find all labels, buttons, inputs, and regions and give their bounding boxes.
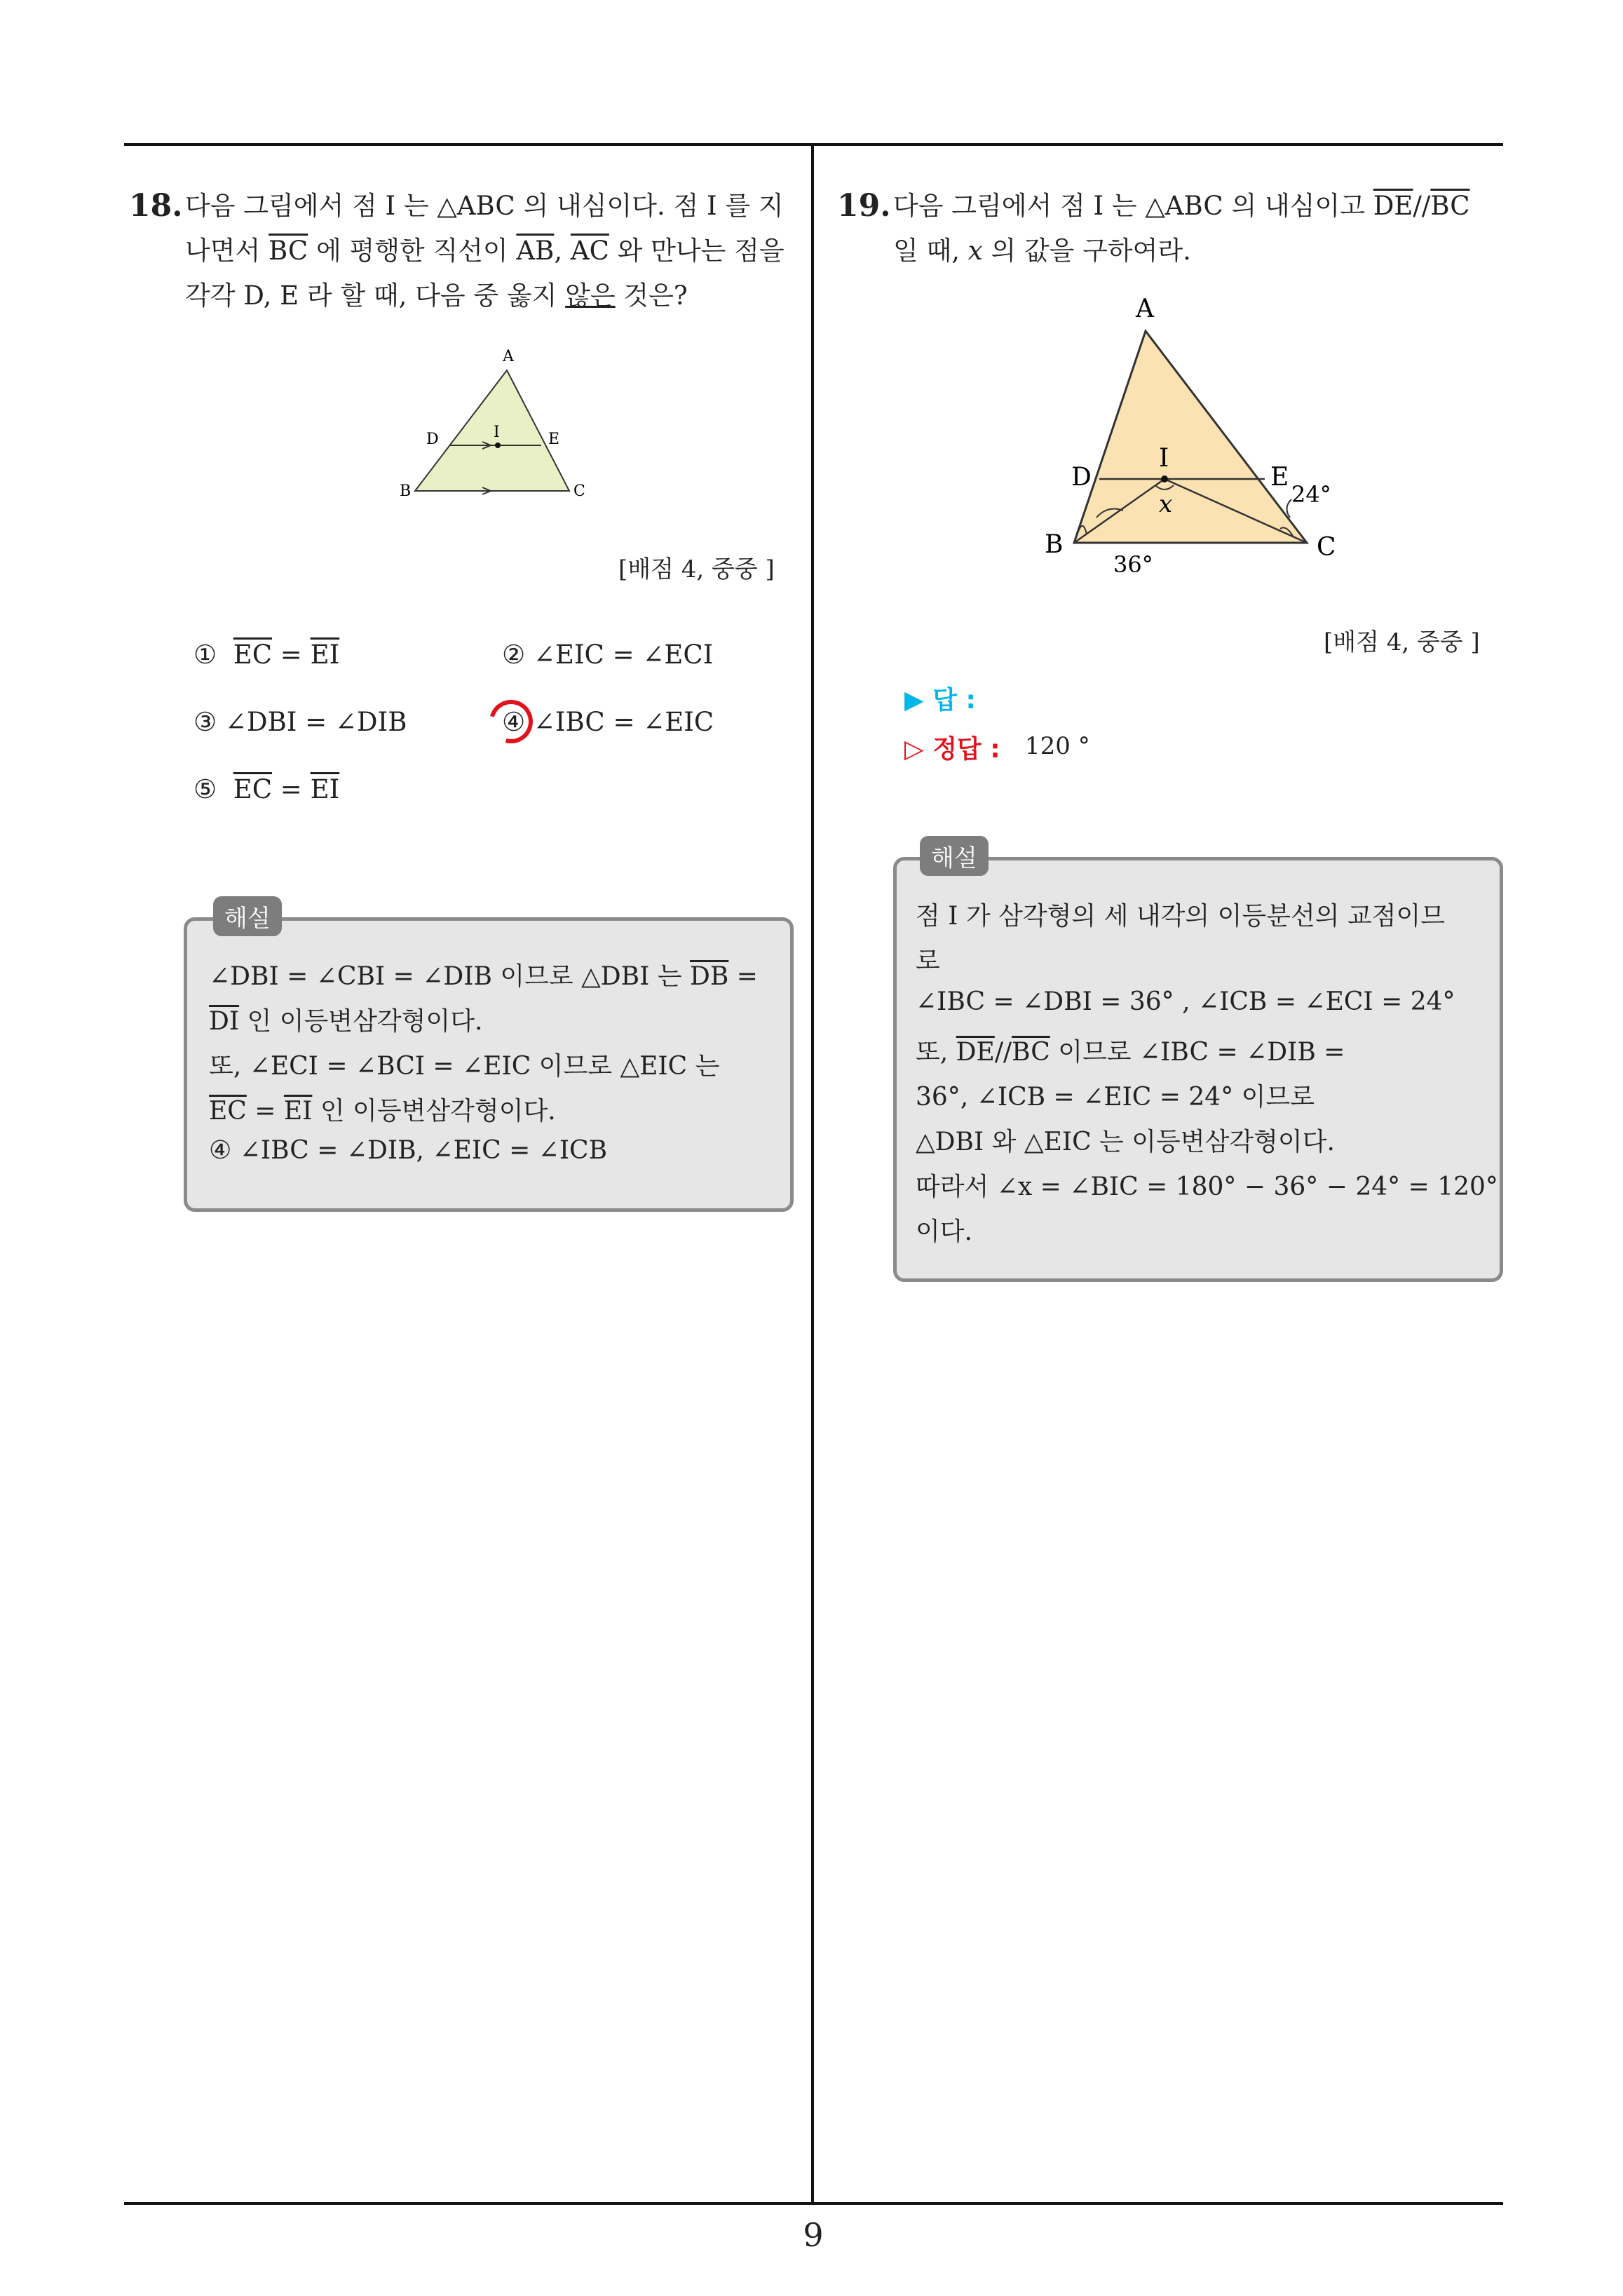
q19-sol-line2: 로: [916, 947, 940, 975]
q18-sol-line4: $\overline{EC} = \overline{EI}$ 인 이등변삼각형이다.: [209, 1097, 556, 1126]
q19-point-i: [1161, 475, 1168, 482]
q18-label-c: C: [573, 482, 585, 500]
q18-label-e: E: [548, 431, 560, 448]
q18-point-i: [495, 443, 501, 448]
q19-label-a: A: [1136, 295, 1154, 323]
q18-solution-tag: 해설: [213, 896, 282, 936]
q19-sol-line6: △DBI 와 △EIC 는 이등변삼각형이다.: [916, 1128, 1335, 1156]
q19-line2: 일 때, x 의 값을 구하여라.: [893, 236, 1191, 266]
bottom-rule: [124, 2202, 1503, 2205]
q18-sol-line5: ④ ∠IBC = ∠DIB, ∠EIC = ∠ICB: [209, 1136, 608, 1165]
q19-label-36: 36°: [1113, 551, 1153, 578]
q19-solution-tag: 해설: [920, 836, 989, 876]
segment-ac: $\overline{AC}$: [570, 236, 609, 266]
q19-label-x: x: [1159, 490, 1173, 518]
q19-correct-label: ▷ 정답 :: [904, 735, 1000, 764]
q19-label-d: D: [1071, 463, 1092, 492]
q18-choice-3[interactable]: ③ ∠DBI = ∠DIB: [193, 707, 407, 737]
q19-label-b: B: [1045, 530, 1064, 559]
segment-ab: $\overline{AB}$: [516, 236, 555, 266]
q19-sol-line3: ∠IBC = ∠DBI = 36° , ∠ICB = ∠ECI = 24°: [916, 987, 1455, 1016]
q19-sol-line1: 점 I 가 삼각형의 세 내각의 이등분선의 교점이므: [916, 902, 1446, 931]
q19-label-24: 24°: [1291, 481, 1331, 508]
q19-sol-line5: 36°, ∠ICB = ∠EIC = 24° 이므로: [916, 1083, 1315, 1112]
q18-score: [배점 4, 중중 ]: [618, 555, 775, 583]
q18-label-d: D: [426, 431, 439, 448]
q19-sol-line4: 또, $\overline{DE}//\overline{BC}$ 이므로 ∠IBC = ∠DIB =: [916, 1038, 1345, 1067]
q18-choice-4[interactable]: ④ ∠IBC = ∠EIC: [502, 707, 714, 737]
q18-number: 18.: [129, 188, 183, 224]
q19-label-e: E: [1270, 463, 1289, 492]
q18-line3: 각각 D, E 라 할 때, 다음 중 옳지 않은 것은?: [185, 281, 688, 311]
q19-triangle: [1074, 331, 1307, 543]
q19-figure: [1045, 295, 1353, 582]
q19-line1: 다음 그림에서 점 I 는 △ABC 의 내심이고 $\overline{DE}//\overline{BC}$: [893, 191, 1470, 221]
q18-label-i: I: [494, 424, 500, 441]
q19-sol-line8: 이다.: [916, 1217, 972, 1246]
q18-choice-5[interactable]: ⑤ $\overline{EC} = \overline{EI}$: [193, 774, 340, 804]
q18-sol-line2: $\overline{DI}$ 인 이등변삼각형이다.: [209, 1007, 483, 1036]
q18-line2: 나면서 $\overline{BC}$ 에 평행한 직선이 $\overline{AB}$, $\overline{AC}$ 와 만나는 점을: [185, 236, 785, 266]
q19-label-c: C: [1317, 533, 1336, 562]
segment-bc: $\overline{BC}$: [269, 236, 308, 266]
q18-choice-1[interactable]: ① $\overline{EC} = \overline{EI}$: [193, 640, 340, 670]
page-number: 9: [803, 2216, 824, 2254]
q18-label-b: B: [400, 482, 412, 500]
q18-sol-line1: ∠DBI = ∠CBI = ∠DIB 이므로 △DBI 는 $\overline{DB}$ =: [209, 962, 758, 991]
q19-score: [배점 4, 중중 ]: [1324, 628, 1480, 656]
underlined-word: 않은: [565, 281, 616, 311]
q18-label-a: A: [503, 348, 514, 365]
q18-figure: [393, 344, 603, 505]
q18-sol-line3: 또, ∠ECI = ∠BCI = ∠EIC 이므로 △EIC 는: [209, 1052, 720, 1081]
q19-label-i: I: [1159, 444, 1169, 473]
q19-sol-line7: 따라서 ∠x = ∠BIC = 180° − 36° − 24° = 120°: [916, 1173, 1498, 1201]
q19-correct-value: 120 °: [1025, 732, 1090, 760]
q19-number: 19.: [837, 188, 891, 224]
q18-choice-2[interactable]: ② ∠EIC = ∠ECI: [502, 640, 714, 670]
q19-answer-label: ▶ 답 :: [904, 686, 976, 715]
q18-line1: 다음 그림에서 점 I 는 △ABC 의 내심이다. 점 I 를 지: [185, 191, 784, 221]
column-divider: [811, 143, 814, 2205]
